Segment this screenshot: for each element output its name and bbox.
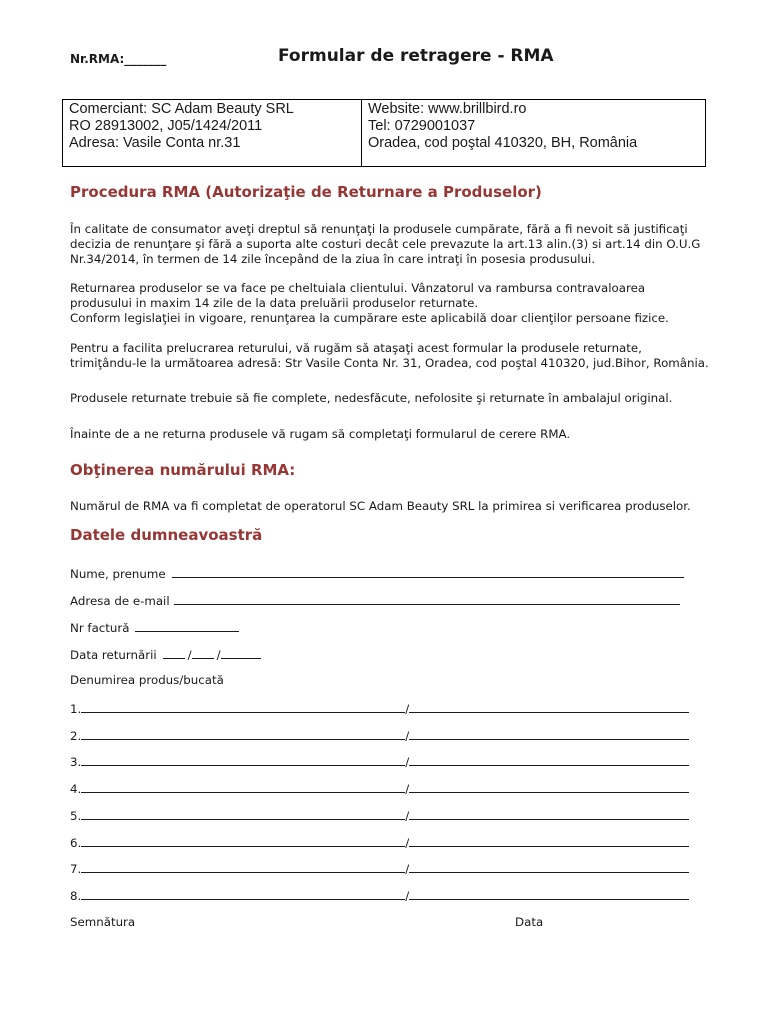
procedure-paragraph-2	[70, 281, 710, 326]
product-row-separator: /	[405, 862, 410, 876]
product-row-number: 4.	[70, 782, 82, 796]
procedure-paragraph-4: Produsele returnate trebuie să fie complete, nedesfăcute, nefolosite şi returnate în ambalajul original.	[70, 391, 673, 405]
product-name-input[interactable]	[81, 780, 405, 793]
product-name-input[interactable]	[81, 727, 405, 740]
product-quantity-input[interactable]	[409, 780, 689, 793]
rma-number-text: Numărul de RMA va fi completat de operatorul SC Adam Beauty SRL la primirea si verificarea produselor.	[70, 499, 691, 513]
product-row-separator: /	[405, 889, 410, 903]
products-label: Denumirea produs/bucată	[70, 673, 224, 687]
merchant-address: Adresa: Vasile Conta nr.31	[69, 135, 241, 151]
product-row	[70, 727, 689, 743]
return-month-input[interactable]	[192, 646, 214, 659]
merchant-contact	[362, 100, 706, 167]
product-row	[70, 700, 689, 716]
merchant-phone: Tel: 0729001037	[368, 118, 476, 134]
email-input-line[interactable]	[174, 592, 680, 605]
page-title: Formular de retragere - RMA	[278, 46, 554, 66]
name-input-line[interactable]	[172, 565, 684, 578]
invoice-label: Nr factură	[70, 621, 130, 635]
return-day-input[interactable]	[163, 646, 185, 659]
merchant-name: Comerciant: SC Adam Beauty SRL	[69, 101, 294, 117]
product-quantity-input[interactable]	[409, 887, 689, 900]
rma-number-heading: Obţinerea numărului RMA:	[70, 461, 296, 479]
product-name-input[interactable]	[81, 834, 405, 847]
return-date-label: Data returnării	[70, 648, 157, 662]
product-row-separator: /	[405, 755, 410, 769]
procedure-paragraph-3: Pentru a facilita prelucrarea returului, vă rugăm să ataşaţi acest formular la produsele returnate, trimiţându-le la următoarea adresă: Str Vasile Conta Nr. 31, Oradea, cod poştal 410320, jud.Bihor, România.	[70, 341, 709, 370]
invoice-input-line[interactable]	[135, 619, 239, 632]
name-field-row	[70, 565, 684, 581]
product-row-separator: /	[405, 729, 410, 743]
invoice-field-row	[70, 619, 239, 635]
product-row	[70, 753, 689, 769]
email-field-row	[70, 592, 680, 608]
name-label: Nume, prenume	[70, 567, 166, 581]
product-row	[70, 780, 689, 796]
product-quantity-input[interactable]	[409, 834, 689, 847]
date-separator: /	[216, 648, 221, 662]
product-row	[70, 807, 689, 823]
product-row-number: 3.	[70, 755, 82, 769]
merchant-website: Website: www.brillbird.ro	[368, 101, 527, 117]
merchant-city: Oradea, cod poştal 410320, BH, România	[368, 135, 638, 151]
signature-label: Semnătura	[70, 915, 136, 929]
email-label: Adresa de e-mail	[70, 594, 170, 608]
procedure-heading: Procedura RMA (Autorizaţie de Returnare a Produselor)	[70, 183, 542, 201]
footer-date-label: Data	[515, 915, 544, 929]
product-quantity-input[interactable]	[409, 860, 689, 873]
product-quantity-input[interactable]	[409, 807, 689, 820]
merchant-details	[63, 100, 362, 167]
procedure-paragraph-5: Înainte de a ne returna produsele vă rugam să completaţi formularul de cerere RMA.	[70, 427, 571, 441]
return-date-row	[70, 646, 261, 662]
product-name-input[interactable]	[81, 887, 405, 900]
product-row-number: 5.	[70, 809, 82, 823]
product-name-input[interactable]	[81, 753, 405, 766]
merchant-registration: RO 28913002, J05/1424/2011	[69, 118, 263, 134]
product-row-separator: /	[405, 836, 410, 850]
product-name-input[interactable]	[81, 807, 405, 820]
product-name-input[interactable]	[81, 700, 405, 713]
product-quantity-input[interactable]	[409, 700, 689, 713]
rma-number-label: Nr.RMA:_______	[70, 52, 167, 66]
procedure-paragraph-1: În calitate de consumator aveţi dreptul să renunţaţi la produsele cumpărate, fără a fi nevoit să justificaţi decizia de renunţare şi fără a suporta alte costuri decât cele prevazute la art.13 alin.(3) si art.14 din O.U.G Nr.34/2014, în termen de 14 zile începând de la ziua în care intraţi în posesia produsului.	[70, 222, 701, 266]
procedure-paragraph-2a: Returnarea produselor se va face pe cheltuiala clientului. Vânzatorul va rambursa contravaloarea produsului in maxim 14 zile de la data preluării produselor returnate.	[70, 281, 646, 310]
merchant-info-table	[62, 99, 706, 167]
date-separator: /	[187, 648, 192, 662]
product-row	[70, 860, 689, 876]
product-quantity-input[interactable]	[409, 727, 689, 740]
product-row-separator: /	[405, 782, 410, 796]
product-row	[70, 834, 689, 850]
product-row-number: 1.	[70, 702, 82, 716]
product-name-input[interactable]	[81, 860, 405, 873]
your-data-heading: Datele dumneavoastră	[70, 526, 263, 544]
product-row-number: 6.	[70, 836, 82, 850]
product-row-number: 2.	[70, 729, 82, 743]
product-row-number: 7.	[70, 862, 82, 876]
product-quantity-input[interactable]	[409, 753, 689, 766]
product-row-separator: /	[405, 702, 410, 716]
product-row	[70, 887, 689, 903]
return-year-input[interactable]	[221, 646, 261, 659]
procedure-paragraph-2b: Conform legislaţiei in vigoare, renunţarea la cumpărare este aplicabilă doar clienţilor persoane fizice.	[70, 311, 669, 325]
product-row-number: 8.	[70, 889, 82, 903]
product-row-separator: /	[405, 809, 410, 823]
